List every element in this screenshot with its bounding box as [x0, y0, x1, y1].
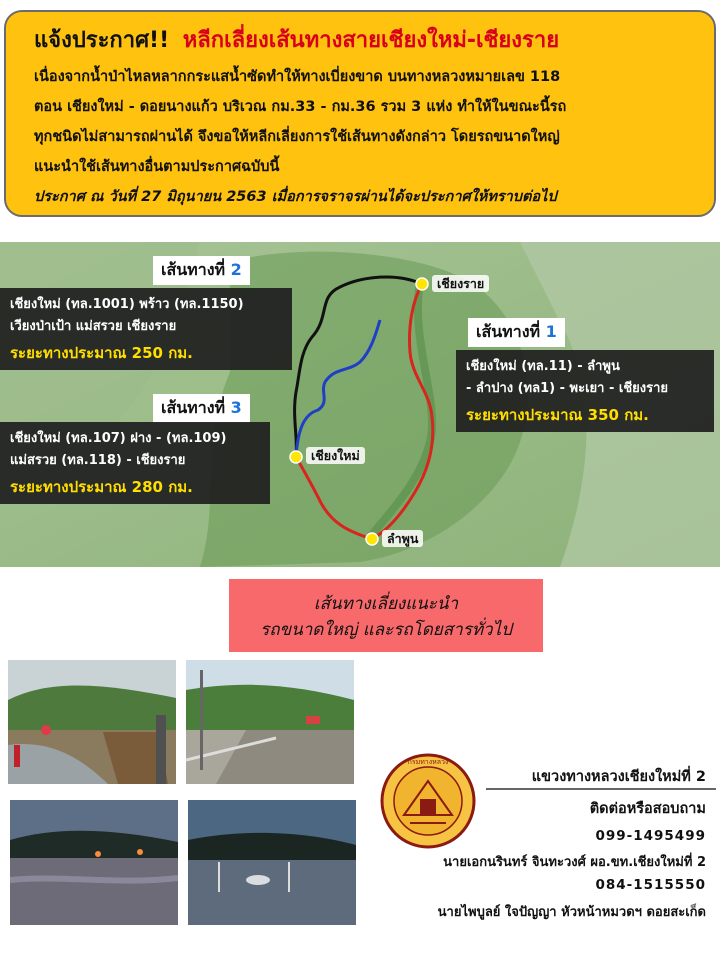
contact-heading: ติดต่อหรือสอบถาม — [589, 801, 706, 817]
city-label-chiang-mai: เชียงใหม่ — [306, 446, 365, 466]
flood-photo-1 — [8, 660, 176, 784]
city-label-chiang-rai: เชียงราย — [432, 274, 489, 294]
announcement-title — [34, 26, 696, 56]
recommended-route-box — [229, 579, 543, 652]
route-2-tag: เส้นทางที่ 2 — [153, 256, 250, 285]
route-3-tag: เส้นทางที่ 3 — [153, 394, 250, 423]
route-1-line-1: เชียงใหม่ (ทล.11) - ลำพูน — [466, 359, 620, 374]
route-3-distance: ระยะทางประมาณ 280 กม. — [10, 478, 193, 496]
chiang-mai-marker — [290, 451, 302, 463]
contact-person-2: นายไพบูลย์ ใจปัญญา หัวหน้าหมวดฯ ดอยสะเก็ด — [437, 905, 706, 920]
city-label-lamphun: ลำพูน — [382, 529, 423, 549]
route-1-tag: เส้นทางที่ 1 — [468, 318, 565, 347]
announcement-line: ทุกชนิดไม่สามารถผ่านได้ จึงขอให้หลีกเลี่ยงการใช้เส้นทางดังกล่าว โดยรถขนาดใหญ่ — [34, 129, 560, 145]
lamphun-marker — [366, 533, 378, 545]
announcement-line: แนะนำใช้เส้นทางอื่นตามประกาศฉบับนี้ — [34, 159, 280, 175]
route-2-line-1: เชียงใหม่ (ทล.1001) พร้าว (ทล.1150) — [10, 297, 244, 312]
office-name: แขวงทางหลวงเชียงใหม่ที่ 2 — [531, 769, 706, 785]
route-1-info — [456, 350, 714, 432]
divider — [486, 788, 716, 790]
route-2-line-2: เวียงป่าเป้า แม่สรวย เชียงราย — [10, 319, 177, 334]
route-1-line-2: - ลำปาง (ทล1) - พะเยา - เชียงราย — [466, 381, 669, 396]
route-3-line-1: เชียงใหม่ (ทล.107) ฝาง - (ทล.109) — [10, 431, 227, 446]
announcement-line: เนื่องจากน้ำป่าไหลหลากกระแสน้ำซัดทำให้ทางเบี่ยงขาด บนทางหลวงหมายเลข 118 — [34, 69, 561, 85]
route-3-line-2: แม่สรวย (ทล.118) - เชียงราย — [10, 453, 186, 468]
announcement-date: ประกาศ ณ วันที่ 27 มิถุนายน 2563 เมื่อการจราจรผ่านได้จะประกาศให้ทราบต่อไป — [34, 189, 557, 205]
chiang-rai-marker — [416, 278, 428, 290]
announcement-lead: แจ้งประกาศ!! — [34, 28, 170, 53]
contact-phone-1[interactable]: 099-1495499 — [595, 828, 706, 844]
contact-phone-2[interactable]: 084-1515550 — [595, 877, 706, 893]
route-1-distance: ระยะทางประมาณ 350 กม. — [466, 406, 649, 424]
route-3-info — [0, 422, 270, 504]
announcement-line: ตอน เชียงใหม่ - ดอยนางแก้ว บริเวณ กม.33 - กม.36 รวม 3 แห่ง ทำให้ในขณะนี้รถ — [34, 99, 567, 115]
announcement-body — [34, 62, 696, 212]
flood-photo-4 — [188, 800, 356, 925]
route-map — [0, 242, 720, 567]
department-of-highways-seal — [380, 753, 476, 849]
recommend-line-2: รถขนาดใหญ่ และรถโดยสารทั่วไป — [260, 620, 512, 640]
route-2-distance: ระยะทางประมาณ 250 กม. — [10, 344, 193, 362]
contact-person-1: นายเอกนรินทร์ จินทะวงศ์ ผอ.ขท.เชียงใหม่ที่ 2 — [443, 855, 706, 870]
announcement-banner — [4, 10, 716, 217]
recommend-line-1: เส้นทางเลี่ยงแนะนำ — [313, 594, 459, 614]
flood-photo-3 — [10, 800, 178, 925]
announcement-headline: หลีกเลี่ยงเส้นทางสายเชียงใหม่-เชียงราย — [182, 28, 560, 53]
seal-text: กรมทางหลวง — [407, 758, 449, 766]
route-2-info — [0, 288, 292, 370]
flood-photo-2 — [186, 660, 354, 784]
